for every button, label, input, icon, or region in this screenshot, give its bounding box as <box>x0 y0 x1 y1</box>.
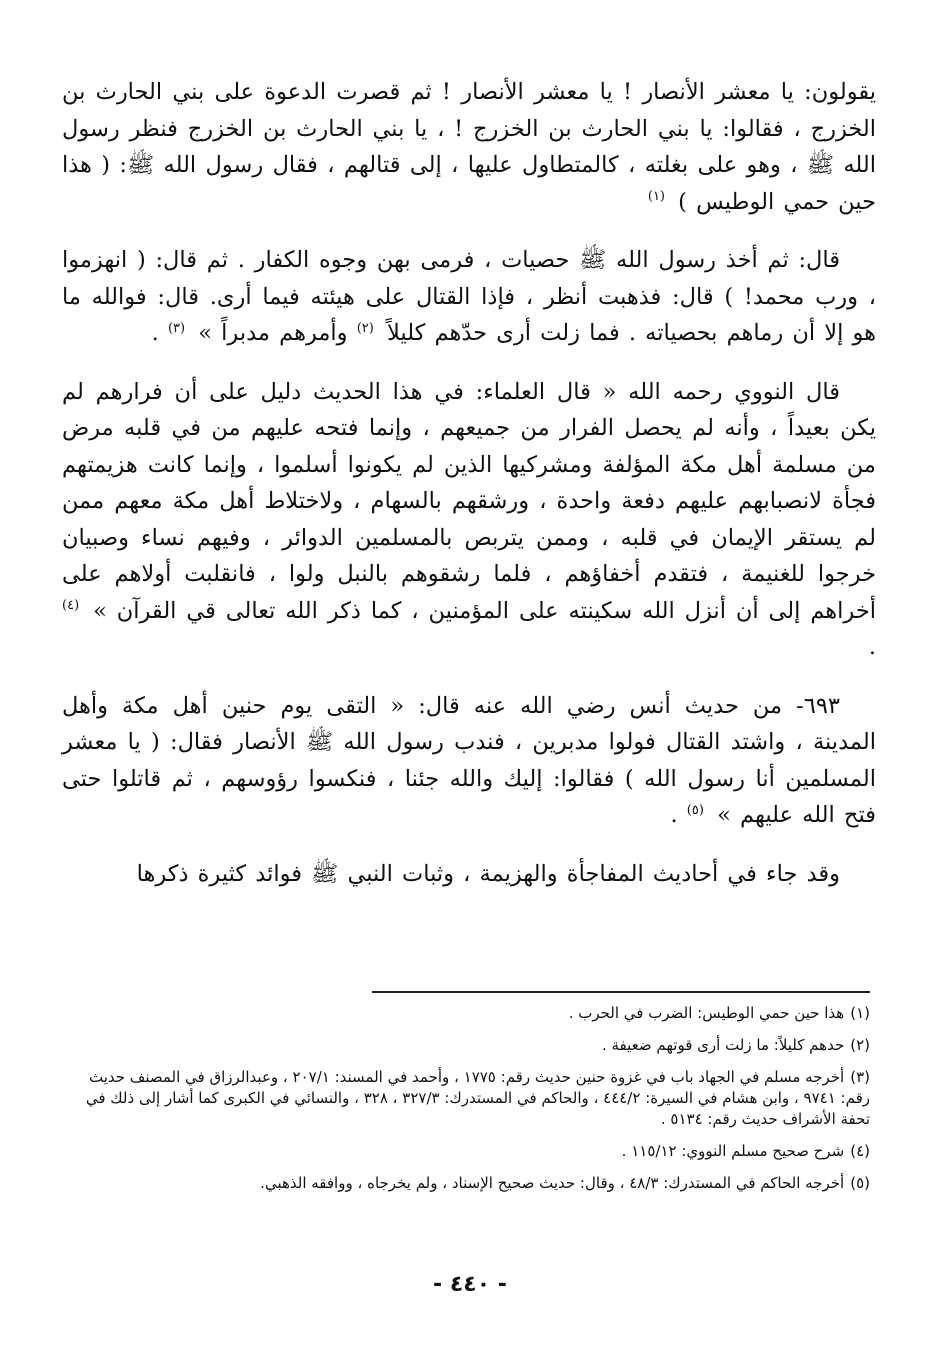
main-text <box>62 70 876 914</box>
paragraph-2-text-continued: وأمرهم مدبراً » <box>198 320 348 346</box>
paragraph-3-text: قال النووي رحمه الله « قال العلماء: في هذا الحديث دليل على أن فرارهم لم يكن بعيداً ، وأنه لم يحصل الفرار من جميعهم ، وإنما فتحه عليهم من في قلبه مرض من مسلمة أهل مكة المؤلفة ومشركيها الذين لم يكونوا أسلموا ، وإنما كانت هزيمتهم فجأة لانصبابهم عليهم دفعة واحدة ، ورشقهم بالسهام ، ولاختلاط أهل مكة معهم ممن لم يستقر الإيمان في قلبه ، وممن يتربص بالمسلمين الدوائر ، وفيهم نساء وصبيان خرجوا للغنيمة ، فتقدم أخفاؤهم ، فلما رشقوهم بالنبل ولوا ، فانقلبت أولاهم على أخراهم إلى أن أنزل الله سكينته على المؤمنين ، كما ذكر الله تعالى قي القرآن » <box>62 378 876 624</box>
paragraph-4-tail: . <box>670 802 678 828</box>
footnote-5 <box>62 1173 870 1194</box>
paragraph-4-text: ٦٩٣- من حديث أنس رضي الله عنه قال: « التقى يوم حنين أهل مكة وأهل المدينة ، واشتد القتال فولوا مدبرين ، فندب رسول الله ﷺ الأنصار فقال: ( يا معشر المسلمين أنا رسول الله ) فقالوا: إليك والله جئنا ، فنكسوا رؤوسهم ، ثم قاتلوا حتى فتح الله عليهم » <box>62 692 876 828</box>
footnote-text: هذا حين حمي الوطيس: الضرب في الحرب . <box>568 1004 845 1022</box>
footnote-number: (٢) <box>850 1036 870 1054</box>
footnote-2 <box>62 1035 870 1056</box>
paragraph-1-text: يقولون: يا معشر الأنصار ! يا معشر الأنصار ! ثم قصرت الدعوة على بني الحارث بن الخزرج ، فقالوا: يا بني الحارث بن الخزرج ! ، يا بني الحارث بن الخزرج فنظر رسول الله ﷺ ، وهو على بغلته ، كالمتطاول عليها ، إلى قتالهم ، فقال رسول الله ﷺ: ( هذا حين حمي الوطيس ) <box>62 79 876 215</box>
footnote-text: شرح صحيح مسلم النووي: ١١٥/١٢ . <box>621 1142 845 1160</box>
paragraph-5-text: وقد جاء في أحاديث المفاجأة والهزيمة ، وثبات النبي ﷺ فوائد كثيرة ذكرها <box>136 860 840 887</box>
footnote-number: (٤) <box>850 1142 870 1160</box>
paragraph-3 <box>62 374 876 666</box>
footnote-ref-3: (٣) <box>167 320 186 336</box>
footnote-ref-2: (٢) <box>356 320 374 336</box>
footnote-ref-1: (١) <box>647 189 665 204</box>
footnote-number: (٥) <box>850 1174 870 1192</box>
footnote-text: حدهم كليلاً: ما زلت أرى قوتهم ضعيفة . <box>601 1036 845 1054</box>
footnote-divider <box>372 991 870 993</box>
paragraph-3-tail: . <box>868 634 876 660</box>
footnote-ref-4: (٤) <box>62 598 80 613</box>
footnote-text: أخرجه الحاكم في المستدرك: ٤٨/٣ ، وقال: حديث صحيح الإسناد ، ولم يخرجاه ، ووافقه الذهبي. <box>260 1174 845 1192</box>
paragraph-2 <box>62 242 876 352</box>
footnote-3 <box>62 1067 870 1130</box>
page-number: - ٤٤٠ - <box>433 1272 507 1297</box>
footnote-1 <box>62 1003 870 1024</box>
footnote-4 <box>62 1141 870 1162</box>
paragraph-2-text: قال: ثم أخذ رسول الله ﷺ حصيات ، فرمى بهن وجوه الكفار . ثم قال: ( انهزموا ، ورب محمد! ) قال: فذهبت أنظر ، فإذا القتال على هيئته فيما أرى. قال: فوالله ما هو إلا أن رماهم بحصياته . فما زلت أرى حدّهم كليلاً <box>62 247 876 346</box>
footnotes <box>62 1003 870 1205</box>
paragraph-4 <box>62 688 876 834</box>
footnote-ref-5: (٥) <box>686 802 704 818</box>
paragraph-2-tail: . <box>151 320 159 346</box>
paragraph-1 <box>62 74 876 220</box>
footnote-number: (٣) <box>850 1068 870 1086</box>
footnote-number: (١) <box>850 1004 870 1022</box>
paragraph-5 <box>62 856 876 893</box>
footnote-text: أخرجه مسلم في الجهاد باب في غزوة حنين حديث رقم: ١٧٧٥ ، وأحمد في المسند: ٢٠٧/١ ، وعبدالرزاق في المصنف حديث رقم: ٩٧٤١ ، وابن هشام في السيرة: ٤٤٤/٢ ، والحاكم في المستدرك: ٣٢٧/٣ ، ٣٢٨ ، والنسائي في الكبرى كما أشار إلى ذلك في تحفة الأشراف حديث رقم: ٥١٣٤ . <box>85 1068 870 1128</box>
